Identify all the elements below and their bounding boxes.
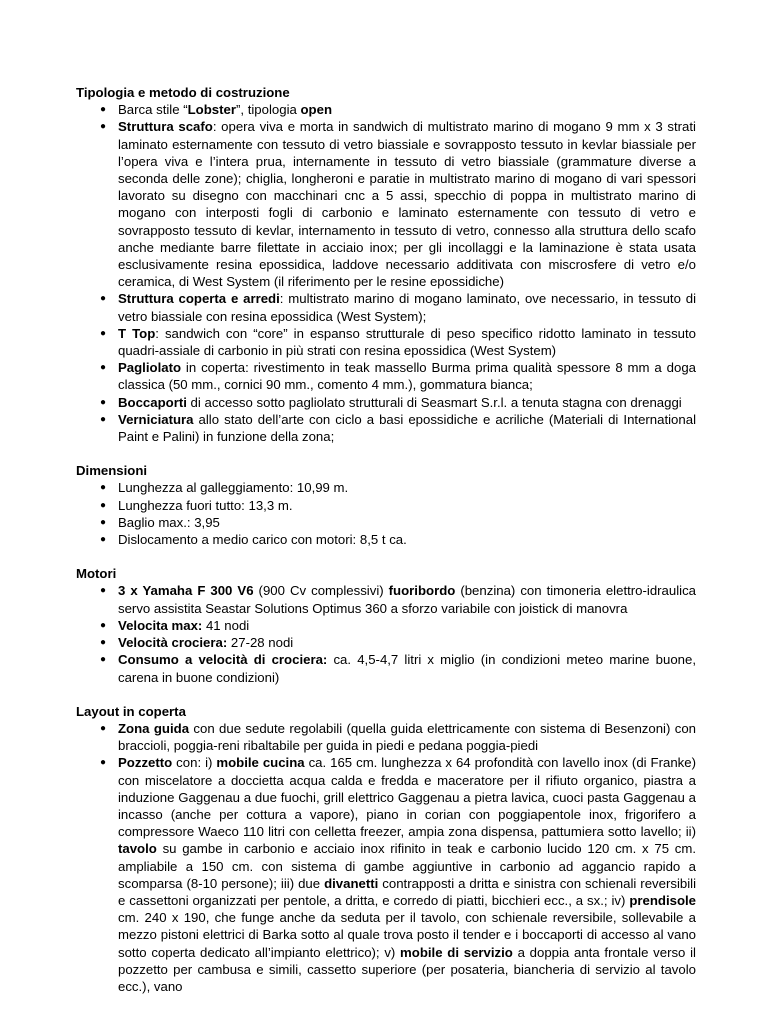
bold-text: prendisole	[629, 892, 696, 908]
text-run: : opera viva e morta in sandwich di multistrato marino di mogano 9 mm x 3 strati laminato esternamente con tessuto di vetro biassiale e sovrapposto tessuto in kevlar biassiale per l’opera viva e l’intera prua, internamente in tessuto di vetro biassiale (grammature diverse a seconda delle zone); chiglia, longheroni e paratie in multistrato marino di mogano di vari spessori lavorato su disegno con macchinari cnc a 5 assi, specchio di poppa in multistrato marino di mogano con interposti fogli di carbonio e laminato esternamente con tessuto di vetro e sovrapposto tessuto di kevlar, internamento in tessuto di vetro, connesso alla struttura dello scafo anche mediante barre filettate in acciaio inox; per gli incollaggi e la laminazione è stata usata esclusivamente resina epossidica, laddove necessario additivata con miscrosfere di vetro e/o ceramica, di West System (il riferimento per le resine epossidiche)	[118, 119, 696, 290]
bold-text: tavolo	[118, 841, 157, 857]
list-item	[76, 754, 696, 995]
bullet-icon: ●	[100, 757, 107, 769]
text-run: ca. 165 cm. lunghezza x 64 profondità con lavello inox (di Franke) con miscelatore a doccietta acqua calda e fredda e maceratore per il rifiuto organico, piastra a induzione Gaggenau a due fuochi, grill elettrico Gaggenau a pietra lavica, cuoci pasta Gaggenau a incasso (anche per cottura a vapore), piano in corian con poggiapentole inox, frigorifero a compressore Waeco 110 litri con celletta freezer, ampia zona dispensa, pattumiera sotto lavello; ii)	[118, 755, 696, 840]
list-item	[76, 325, 696, 359]
bullet-icon: ●	[100, 104, 107, 116]
list-item	[76, 634, 696, 651]
bold-text: Zona guida	[118, 720, 190, 736]
list-item	[76, 514, 696, 531]
bullet-icon: ●	[100, 482, 107, 494]
bold-text: Consumo a velocità di crociera:	[118, 652, 328, 668]
text-run: con due sedute regolabili (quella guida elettricamente con sistema di Besenzoni) con braccioli, poggia-reni ribaltabile per guida in piedi e pedana poggia-piedi	[118, 720, 696, 754]
bullet-icon: ●	[100, 413, 107, 425]
bold-text: mobile cucina	[216, 755, 305, 771]
bold-text: open	[300, 102, 333, 118]
list-item	[76, 582, 696, 616]
bullet-icon: ●	[100, 499, 107, 511]
section	[76, 462, 696, 548]
bullet-list	[76, 582, 696, 685]
text-run: : sandwich con “core” in espanso strutturale di peso specifico ridotto laminato in tessuto quadri-assiale di carbonio in più strati con resina epossidica (West System)	[118, 325, 696, 359]
bold-text: Pozzetto	[118, 755, 173, 771]
list-item	[76, 411, 696, 445]
text-run: su gambe in carbonio e acciaio inox rifinito in teak e carbonio lucido 120 cm. x 75 cm. ampliabile a 150 cm. con sistema di gambe aggiuntive in carbonio ad aggancio rapido a scomparsa (8-10 persone); iii) due	[118, 841, 696, 891]
bold-text: 3 x Yamaha F 300 V6	[118, 583, 254, 599]
text-run: Baglio max.: 3,95	[118, 514, 220, 530]
text-run: contrapposti a dritta e sinistra con schienali reversibili e cassettoni organizzati per pentole, a dritta, e corredo di piatti, bicchieri ecc., a sx.; iv)	[118, 875, 697, 908]
bullet-icon: ●	[100, 585, 107, 597]
text-run: Lunghezza fuori tutto: 13,3 m.	[118, 497, 293, 513]
bullet-icon: ●	[100, 396, 107, 408]
list-item	[76, 479, 696, 496]
bullet-icon: ●	[100, 722, 107, 734]
text-run: in coperta: rivestimento in teak massello Burma prima qualità spessore 8 mm a doga classica (50 mm., cornici 90 mm., comento 4 mm.), gommatura bianca;	[118, 360, 696, 393]
list-item	[76, 359, 696, 393]
bold-text: mobile di servizio	[400, 944, 513, 960]
text-run: ”, tipologia	[235, 102, 301, 118]
text-run: Dislocamento a medio carico con motori: 8,5 t ca.	[118, 532, 407, 548]
bullet-icon: ●	[100, 534, 107, 546]
bullet-icon: ●	[100, 516, 107, 528]
text-run: Lunghezza al galleggiamento: 10,99 m.	[118, 480, 349, 496]
bold-text: Struttura coperta e arredi	[118, 291, 280, 307]
bullet-list	[76, 720, 696, 995]
bullet-icon: ●	[100, 121, 107, 133]
bold-text: Boccaporti	[118, 394, 187, 410]
text-run: : multistrato marino di mogano laminato, ove necessario, in tessuto di vetro biassiale con resina epossidica (West System);	[118, 291, 696, 324]
text-run: 41 nodi	[202, 617, 250, 633]
bold-text: divanetti	[324, 875, 379, 891]
text-run: a doppia anta frontale verso il pozzetto per cambusa e simili, cassetto superiore (per posateria, biancheria di servizio al tavolo ecc.), vano	[118, 944, 696, 994]
section-heading: Layout in coperta	[76, 703, 186, 719]
bold-text: Pagliolato	[118, 360, 182, 376]
list-item	[76, 290, 696, 324]
bold-text: Struttura scafo	[118, 119, 213, 135]
text-run: con: i)	[172, 755, 217, 771]
list-item	[76, 497, 696, 514]
text-run: cm. 240 x 190, che funge anche da seduta per il tavolo, con schienale reversibile, sollevabile a mezzo pistoni elettrici di Barka sotto al quale trova posto il tender e i boccaporti di accesso al vano sotto coperta dedicato all’impianto elettrico); v)	[118, 910, 696, 960]
list-item	[76, 651, 696, 685]
bullet-icon: ●	[100, 327, 107, 339]
bold-text: T Top	[118, 325, 156, 341]
bullet-list	[76, 479, 696, 548]
section-heading: Motori	[76, 566, 117, 582]
bold-text: Velocità crociera:	[118, 635, 228, 651]
section	[76, 565, 696, 685]
text-run: Barca stile “	[118, 102, 188, 118]
section-heading: Dimensioni	[76, 463, 148, 479]
section	[76, 703, 696, 995]
bullet-list	[76, 101, 696, 445]
bold-text: Lobster	[187, 102, 236, 118]
list-item	[76, 531, 696, 548]
bullet-icon: ●	[100, 654, 107, 666]
section	[76, 84, 696, 445]
bold-text: Velocita max:	[118, 617, 203, 633]
list-item	[76, 617, 696, 634]
list-item	[76, 118, 696, 290]
text-run: allo stato dell’arte con ciclo a basi epossidiche e acriliche (Materiali di International Paint e Palini) in funzione della zona;	[118, 411, 696, 445]
text-run: di accesso sotto pagliolato strutturali di Seasmart S.r.l. a tenuta stagna con drenaggi	[186, 394, 682, 410]
list-item	[76, 394, 696, 411]
list-item	[76, 720, 696, 754]
bold-text: Verniciatura	[118, 411, 194, 427]
text-run: (benzina) con timoneria elettro-idraulica servo assistita Seastar Solutions Optimus 360 a sforzo variabile con joistick di manovra	[118, 583, 696, 616]
text-run: 27-28 nodi	[227, 635, 294, 651]
section-heading: Tipologia e metodo di costruzione	[76, 85, 290, 100]
bullet-icon: ●	[100, 619, 107, 631]
text-run: ca. 4,5-4,7 litri x miglio (in condizioni meteo marine buone, carena in buone condizioni)	[118, 652, 696, 685]
text-run: (900 Cv complessivi)	[253, 583, 389, 599]
document-page	[76, 84, 696, 1012]
bold-text: fuoribordo	[388, 583, 456, 599]
list-item	[76, 101, 696, 118]
bullet-icon: ●	[100, 362, 107, 374]
bullet-icon: ●	[100, 293, 107, 305]
bullet-icon: ●	[100, 637, 107, 649]
